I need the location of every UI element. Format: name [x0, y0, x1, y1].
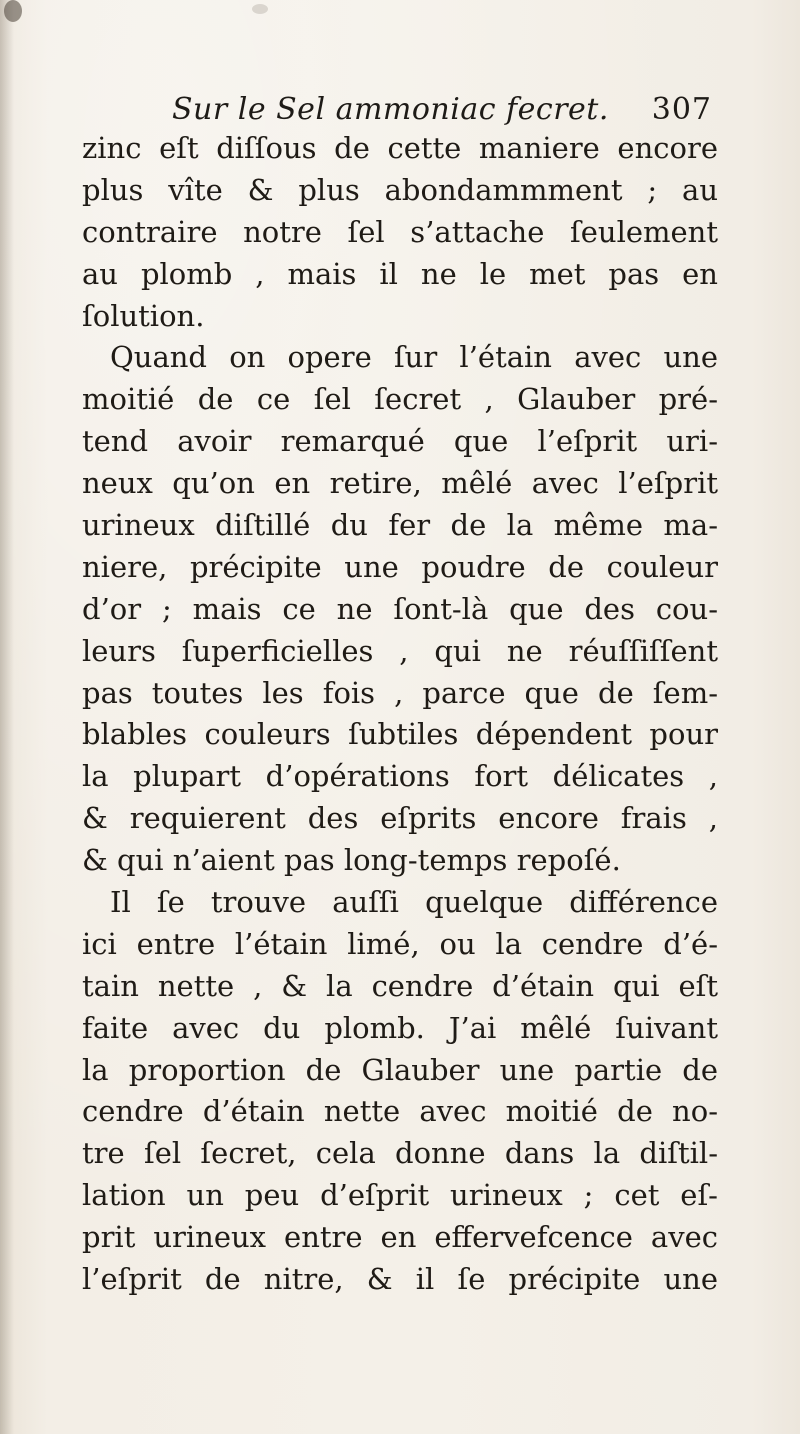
text-line: plus vîte & plus abondammment ; au	[82, 172, 718, 207]
text-line: prit urineux entre en effervefcence avec	[82, 1220, 718, 1255]
text-line: moitié de ce ſel ſecret , Glauber pré-	[82, 382, 718, 417]
text-line: blables couleurs ſubtiles dépendent pour	[82, 717, 718, 752]
paper-stain	[4, 0, 22, 22]
text-line: leurs ſuperficielles , qui ne réuſſiſſent	[82, 633, 718, 668]
text-line: urineux diſtillé du fer de la même ma-	[82, 508, 718, 543]
text-line: tend avoir remarqué que l’eſprit uri-	[82, 424, 718, 459]
paper-stain	[252, 4, 268, 14]
page-number: 307	[651, 92, 712, 127]
text-line: lation un peu d’eſprit urineux ; cet eſ-	[82, 1178, 718, 1213]
text-line: ici entre l’étain limé, ou la cendre d’é-	[82, 926, 718, 961]
text-line: tain nette , & la cendre d’étain qui eſt	[82, 968, 718, 1003]
text-line: pas toutes les fois , parce que de ſem-	[82, 675, 718, 710]
text-line: niere, précipite une poudre de couleur	[82, 549, 718, 584]
text-line: faite avec du plomb. J’ai mêlé ſuivant	[82, 1010, 718, 1045]
running-head-title: Sur le Sel ammoniac fecret.	[172, 92, 609, 127]
text-line: au plomb , mais il ne le met pas en	[82, 256, 718, 291]
text-line: la plupart d’opérations fort délicates ,	[82, 759, 718, 794]
text-line: d’or ; mais ce ne ſont-là que des cou-	[82, 591, 718, 626]
text-line: contraire notre ſel s’attache ſeulement	[82, 214, 718, 249]
text-line: cendre d’étain nette avec moitié de no-	[82, 1094, 718, 1129]
text-line: ſolution.	[82, 298, 205, 333]
text-line: la proportion de Glauber une partie de	[82, 1052, 718, 1087]
paragraph-start-line: Il ſe trouve auſſi quelque différence	[110, 885, 718, 920]
body-text	[82, 128, 718, 1301]
text-line: tre ſel ſecret, cela donne dans la diſtil-	[82, 1136, 718, 1171]
text-line: zinc eſt diſſous de cette maniere encore	[82, 131, 718, 165]
page-gutter-shadow	[0, 0, 14, 1434]
text-line: neux qu’on en retire, mêlé avec l’eſprit	[82, 466, 718, 501]
paragraph-start-line: Quand on opere ſur l’étain avec une	[110, 340, 718, 375]
text-line: & requierent des eſprits encore frais ,	[82, 801, 718, 836]
text-line: & qui n’aient pas long-temps repoſé.	[82, 843, 621, 878]
text-line: l’eſprit de nitre, & il ſe précipite une	[82, 1262, 718, 1297]
